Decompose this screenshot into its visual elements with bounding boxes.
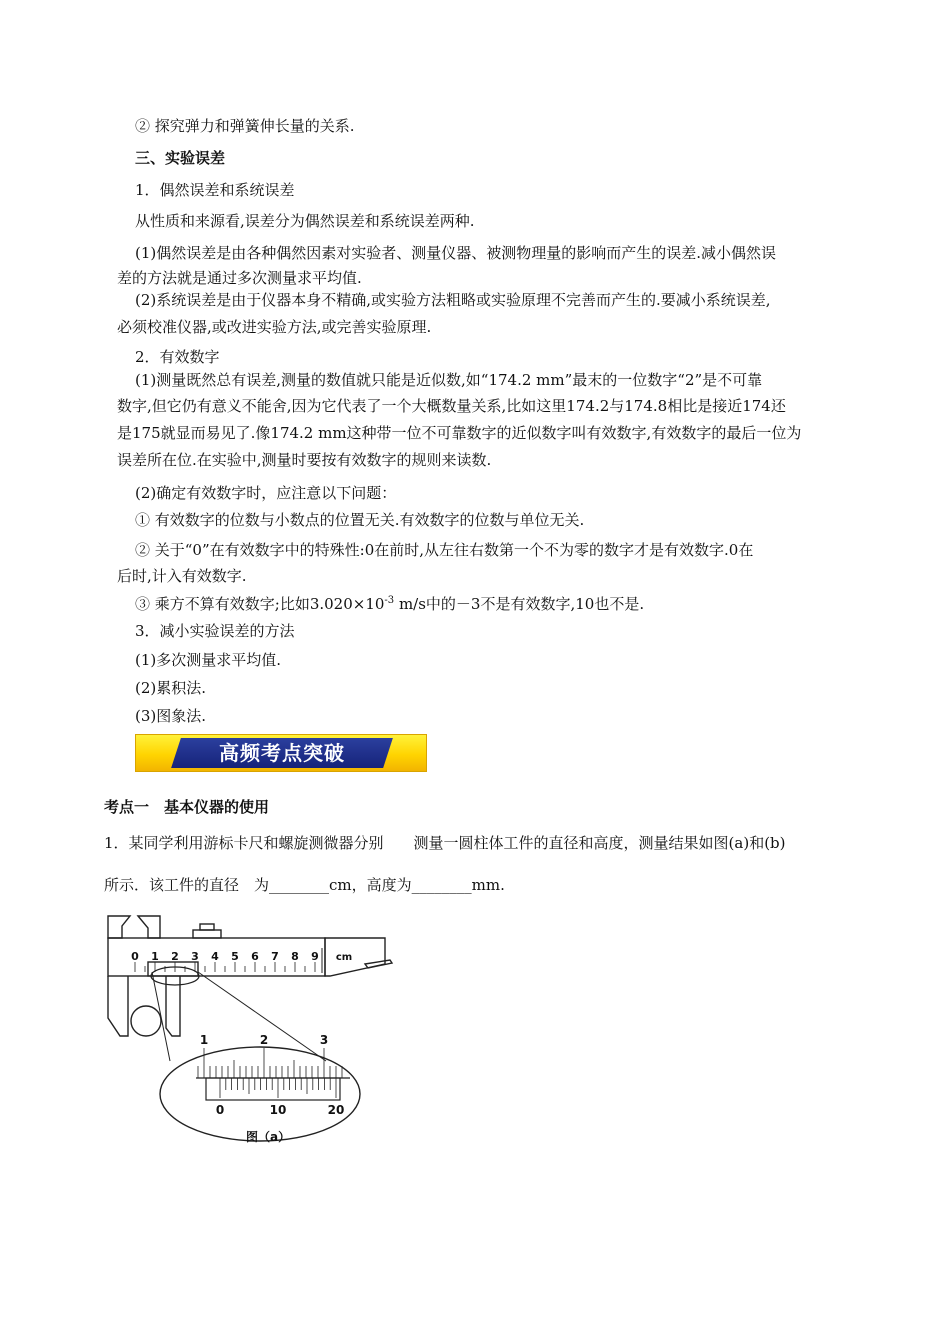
upper-jaw-left [108,916,130,938]
main-scale-label: 0 [131,950,139,963]
text-line: 是175就显而易见了.像174.2 mm这种带一位不可靠数字的近似数字叫有效数字,有效数字的最后一位为 [117,424,802,442]
lock-screw-top [200,924,214,930]
main-scale-label: 7 [271,950,279,963]
main-scale-ticks [135,962,315,972]
main-scale-label: 8 [291,950,299,963]
zoom-vernier-label: 0 [215,1103,225,1117]
main-scale-label: 5 [231,950,239,963]
section-banner [135,734,427,772]
power-exponent: -3 [384,595,395,606]
main-scale-label: 6 [251,950,259,963]
text-line: (1)测量既然总有误差,测量的数值就只能是近似数,如“174.2 mm”最末的一位数字“2”是不可靠 [135,371,763,389]
main-scale-label: 2 [171,950,179,963]
text-line: 从性质和来源看,误差分为偶然误差和系统误差两种. [135,212,475,230]
question-line: 1．某同学利用游标卡尺和螺旋测微器分别 测量一圆柱体工件的直径和高度，测量结果如图(a)和(b) [104,834,786,852]
text-line: 后时,计入有效数字. [117,567,247,585]
text-line: 数字,但它仍有意义不能舍,因为它代表了一个大概数量关系,比如这里174.2与174.8相比是接近174还 [117,397,786,415]
zoom-main-label: 3 [319,1033,329,1047]
zoom-main-label: 1 [199,1033,209,1047]
section-heading: 三、实验误差 [135,149,226,167]
power-after: m/s中的－3不是有效数字,10也不是. [394,595,645,613]
text-line: (3)图象法. [135,707,207,725]
text-line: (2)确定有效数字时，应注意以下问题： [135,484,397,502]
main-scale-label: 1 [151,950,159,963]
subheading: 1．偶然误差和系统误差 [135,181,295,199]
kaodian-heading: 考点一 基本仪器的使用 [104,798,270,816]
subheading: 3．减小实验误差的方法 [135,622,295,640]
figure-caption: 图（a） [246,1130,291,1144]
zoom-vernier-label: 20 [327,1103,345,1117]
text-line: (1)多次测量求平均值. [135,651,282,669]
upper-jaw-right [138,916,160,938]
lock-screw [193,930,221,938]
zoom-vernier-label: 10 [269,1103,287,1117]
text-line: (2)系统误差是由于仪器本身不精确,或实验方法粗略或实验原理不完善而产生的.要减小系统误差, [135,291,771,309]
question-line: 所示．该工件的直径 为________cm，高度为________mm. [104,876,505,894]
text-line: ② 探究弹力和弹簧伸长量的关系. [135,117,355,135]
cylinder-workpiece [131,1006,161,1036]
text-line: 误差所在位.在实验中,测量时要按有效数字的规则来读数. [117,451,492,469]
banner-title: 高频考点突破 [219,741,345,765]
text-line: (2)累积法. [135,679,207,697]
text-line: 必须校准仪器,或改进实验方法,或完善实验原理. [117,318,432,336]
beam-end [325,938,385,976]
text-line-power [135,593,644,615]
power-before: ③ 乘方不算有效数字;比如3.020×10 [135,595,385,613]
zoom-main-label: 2 [259,1033,269,1047]
lower-jaw-left [108,976,128,1036]
vernier-caliper-figure [100,908,400,1148]
text-line: (1)偶然误差是由各种偶然因素对实验者、测量仪器、被测物理量的影响而产生的误差.减小偶然误 [135,244,777,262]
text-line: ② 关于“0”在有效数字中的特殊性:0在前时,从左往右数第一个不为零的数字才是有效数字.0在 [135,541,754,559]
main-scale-label: 4 [211,950,219,963]
zoom-vernier-ticks [220,1078,336,1098]
scale-unit: cm [335,952,353,963]
subheading: 2．有效数字 [135,348,220,366]
main-scale-label: 3 [191,950,199,963]
main-scale-label: 9 [311,950,319,963]
text-line: ① 有效数字的位数与小数点的位置无关.有效数字的位数与单位无关. [135,511,585,529]
zoom-main-ticks [198,1048,342,1078]
text-line: 差的方法就是通过多次测量求平均值. [117,269,362,287]
